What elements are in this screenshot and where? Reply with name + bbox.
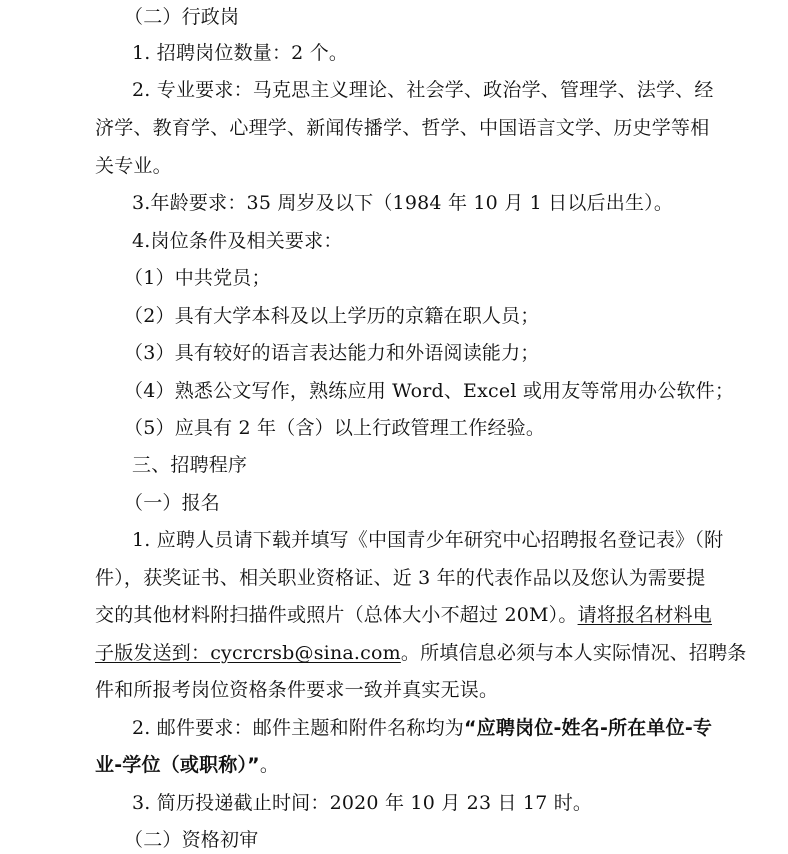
condition-item-1: （1）中共党员； (124, 267, 271, 289)
paragraph-deadline: 3. 简历投递截止时间：2020 年 10 月 23 日 17 时。 (132, 792, 593, 814)
paragraph-registration-line4 (95, 641, 746, 665)
paragraph-age-requirement: 3.年龄要求：35 周岁及以下（1984 年 10 月 1 日以后出生）。 (132, 192, 674, 214)
paragraph-email-requirements (132, 716, 712, 740)
registration-text: 交的其他材料附扫描件或照片（总体大小不超过 20M）。 (95, 604, 578, 626)
email-instruction-underlined: 请将报名材料电 (577, 604, 712, 626)
paragraph-registration-line3 (95, 603, 712, 627)
condition-item-2: （2）具有大学本科及以上学历的京籍在职人员； (124, 305, 540, 327)
paragraph-post-conditions: 4.岗位条件及相关要求： (132, 230, 343, 252)
condition-item-3: （3）具有较好的语言表达能力和外语阅读能力； (124, 342, 540, 364)
paragraph-email-requirements-cont (95, 753, 279, 777)
email-address-link[interactable]: 子版发送到：cycrcrsb@sina.com (95, 642, 401, 664)
paragraph-major-requirements-end: 关专业。 (95, 155, 172, 177)
section-heading-admin-post: （二）行政岗 (124, 6, 240, 28)
paragraph-major-requirements: 2. 专业要求：马克思主义理论、社会学、政治学、管理学、法学、经 (132, 79, 714, 101)
email-requirements-text: 。 (259, 754, 280, 776)
paragraph-major-requirements-cont: 济学、教育学、心理学、新闻传播学、哲学、中国语言文学、历史学等相 (95, 117, 710, 139)
paragraph-registration: 1. 应聘人员请下载并填写《中国青少年研究中心招聘报名登记表》（附 (132, 529, 724, 551)
section-heading-procedure: 三、招聘程序 (132, 454, 248, 476)
email-subject-format-bold: “应聘岗位-姓名-所在单位-专 (463, 717, 713, 739)
paragraph-post-count: 1. 招聘岗位数量：2 个。 (132, 42, 349, 64)
email-subject-format-bold: 业-学位（或职称）” (95, 754, 260, 776)
subsection-heading-initial-review: （二）资格初审 (124, 829, 259, 851)
paragraph-registration-cont: 件），获奖证书、相关职业资格证、近 3 年的代表作品以及您认为需要提 (95, 567, 706, 589)
condition-item-4: （4）熟悉公文写作，熟练应用 Word、Excel 或用友等常用办公软件； (124, 380, 735, 402)
condition-item-5: （5）应具有 2 年（含）以上行政管理工作经验。 (124, 417, 546, 439)
subsection-heading-registration: （一）报名 (124, 492, 221, 514)
registration-text: 。所填信息必须与本人实际情况、招聘条 (400, 642, 747, 664)
paragraph-registration-end: 件和所报考岗位资格条件要求一致并真实无误。 (95, 679, 499, 701)
email-requirements-text: 2. 邮件要求：邮件主题和附件名称均为 (132, 717, 464, 739)
